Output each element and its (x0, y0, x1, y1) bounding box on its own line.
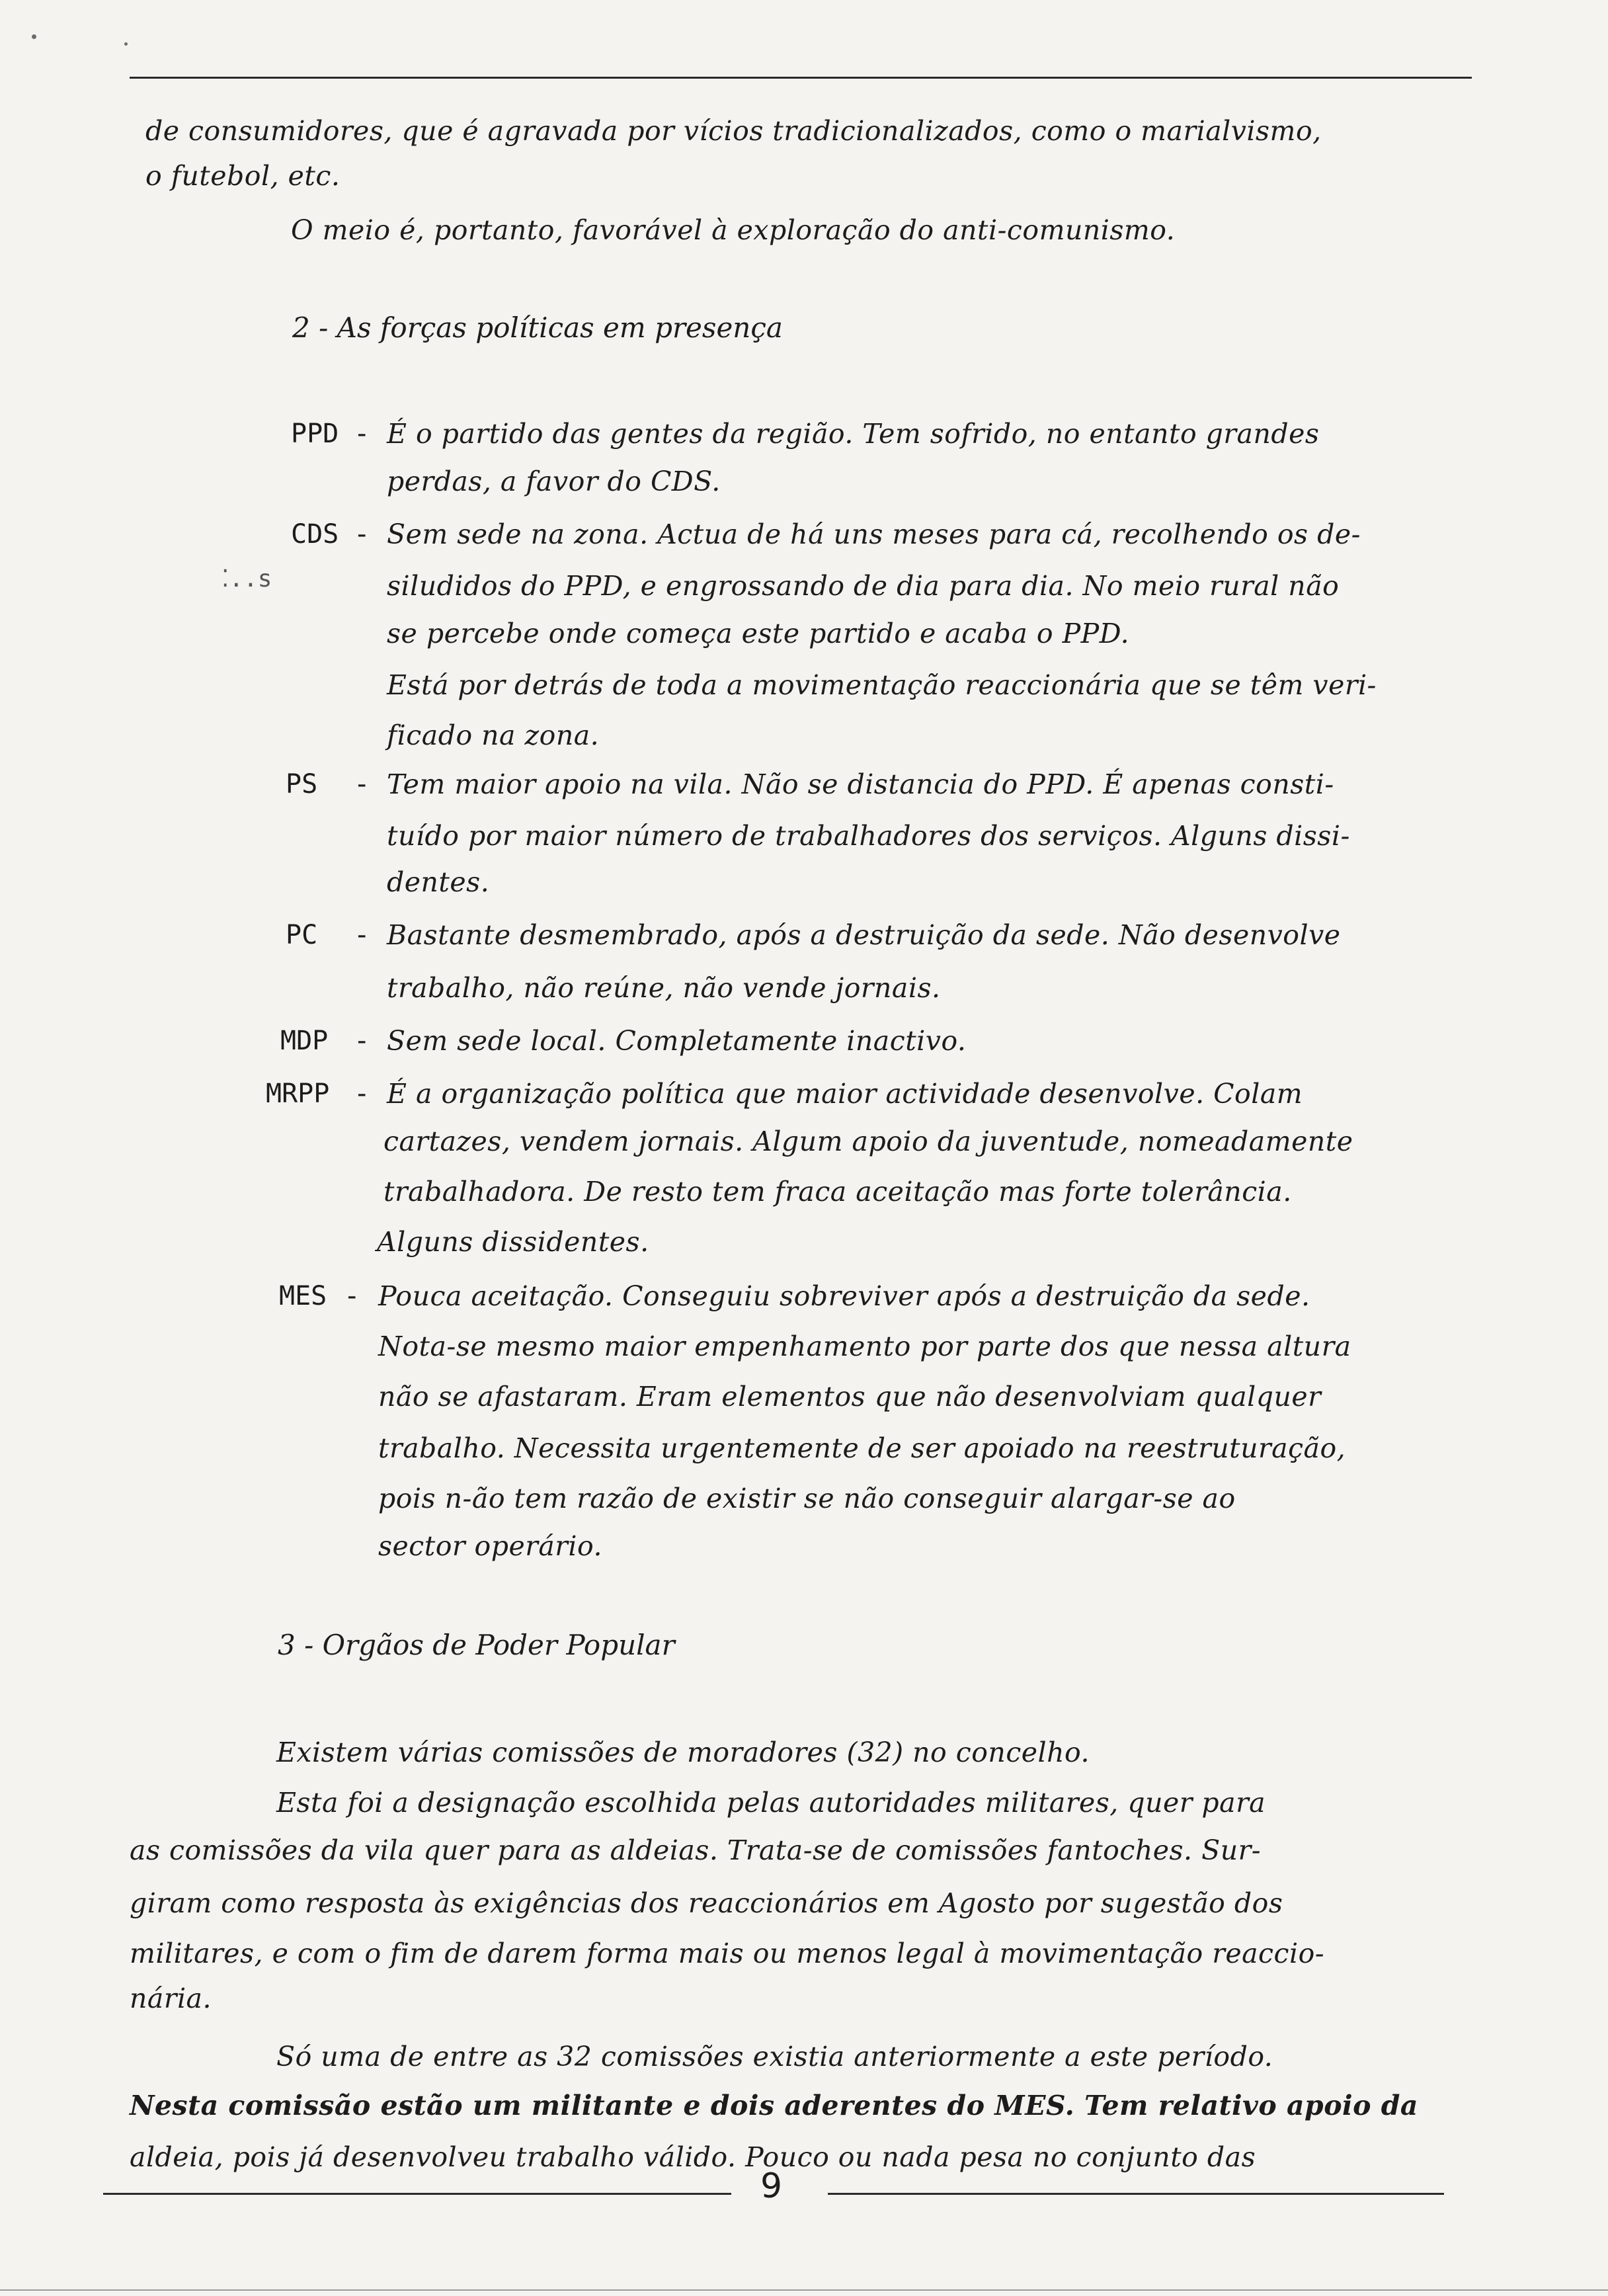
top-rule (130, 77, 1472, 79)
party-mes-line-6: sector operário. (378, 1530, 603, 1562)
party-label-pc: PC (286, 920, 318, 950)
intro-line-2: o futebol, etc. (145, 160, 341, 192)
section-3-paragraph-2-line-1: Esta foi a designação escolhida pelas autoridades militares, quer para (276, 1787, 1266, 1819)
party-dash: - (357, 419, 367, 449)
party-dash: - (357, 769, 367, 800)
section-3-paragraph-1-line-1: Existem várias comissões de moradores (32) no concelho. (276, 1737, 1090, 1768)
party-ps-line-1: Tem maior apoio na vila. Não se distancia do PPD. É apenas consti- (387, 768, 1334, 800)
party-mdp-line-1: Sem sede local. Completamente inactivo. (387, 1025, 967, 1057)
section-3-paragraph-2-line-4: militares, e com o fim de darem forma mais ou menos legal à movimentação reaccio- (130, 1938, 1325, 1969)
party-mrpp-line-4: Alguns dissidentes. (377, 1226, 649, 1258)
party-dash: - (357, 1026, 367, 1056)
party-label-ps: PS (286, 769, 318, 800)
scan-speck (32, 34, 36, 39)
party-label-ppd: PPD (291, 419, 339, 449)
party-pc-line-2: trabalho, não reúne, não vende jornais. (387, 972, 941, 1004)
page-number: 9 (760, 2166, 783, 2206)
party-cds-line-2: siludidos do PPD, e engrossando de dia para dia. No meio rural não (387, 570, 1340, 602)
party-cds-line-1: Sem sede na zona. Actua de há uns meses para cá, recolhendo os de- (387, 518, 1361, 550)
party-ps-line-3: dentes. (387, 866, 490, 898)
party-dash: - (357, 920, 367, 950)
party-pc-line-1: Bastante desmembrado, após a destruição da sede. Não desenvolve (387, 919, 1341, 951)
party-mes-line-3: não se afastaram. Eram elementos que não desenvolviam qualquer (378, 1381, 1322, 1413)
section-3-paragraph-2-line-2: as comissões da vila quer para as aldeias. Trata-se de comissões fantoches. Sur- (130, 1834, 1262, 1866)
party-dash: - (357, 1079, 367, 1109)
party-mes-line-5: pois n-ão tem razão de existir se não conseguir alargar-se ao (378, 1483, 1236, 1514)
scan-speck (124, 42, 128, 46)
party-label-cds: CDS (291, 519, 339, 550)
section-3-paragraph-2-line-3: giram como resposta às exigências dos reaccionários em Agosto por sugestão dos (130, 1887, 1283, 1919)
scan-bottom-edge (0, 2289, 1608, 2291)
party-label-mes: MES (279, 1281, 327, 1311)
party-mes-line-2: Nota-se mesmo maior empenhamento por parte dos que nessa altura (378, 1331, 1351, 1362)
footer-rule-right (828, 2193, 1444, 2195)
intro-line-3: O meio é, portanto, favorável à exploração do anti-comunismo. (291, 214, 1176, 246)
party-ps-line-2: tuído por maior número de trabalhadores dos serviços. Alguns dissi- (387, 820, 1350, 852)
margin-mark: ⁚..s (221, 565, 272, 593)
section-3-paragraph-3-line-1: Só uma de entre as 32 comissões existia anteriormente a este período. (276, 2041, 1273, 2072)
section-3-paragraph-3-line-3: aldeia, pois já desenvolveu trabalho válido. Pouco ou nada pesa no conjunto das (130, 2141, 1256, 2173)
party-dash: - (347, 1281, 357, 1311)
party-mrpp-line-2: cartazes, vendem jornais. Algum apoio da juventude, nomeadamente (383, 1126, 1353, 1157)
party-mrpp-line-1: É a organização política que maior actividade desenvolve. Colam (387, 1078, 1303, 1110)
section-2-heading: 2 - As forças políticas em presença (292, 311, 783, 344)
footer-rule-left (103, 2193, 731, 2195)
party-label-mrpp: MRPP (266, 1079, 330, 1109)
party-cds-line-4: Está por detrás de toda a movimentação reaccionária que se têm veri- (387, 669, 1377, 701)
party-cds-line-3: se percebe onde começa este partido e acaba o PPD. (387, 618, 1130, 649)
intro-line-1: de consumidores, que é agravada por vícios tradicionalizados, como o marialvismo, (145, 115, 1322, 147)
party-dash: - (357, 519, 367, 550)
party-ppd-line-2: perdas, a favor do CDS. (387, 466, 721, 497)
section-3-heading: 3 - Orgãos de Poder Popular (278, 1629, 675, 1661)
party-ppd-line-1: É o partido das gentes da região. Tem sofrido, no entanto grandes (387, 418, 1320, 450)
party-cds-line-5: ficado na zona. (387, 719, 600, 751)
section-3-paragraph-2-line-5: nária. (130, 1983, 212, 2014)
party-mrpp-line-3: trabalhadora. De resto tem fraca aceitação mas forte tolerância. (383, 1176, 1292, 1208)
party-label-mdp: MDP (280, 1026, 329, 1056)
section-3-paragraph-3-line-2: Nesta comissão estão um militante e dois aderentes do MES. Tem relativo apoio da (130, 2090, 1418, 2121)
party-mes-line-1: Pouca aceitação. Conseguiu sobreviver após a destruição da sede. (378, 1280, 1310, 1312)
party-mes-line-4: trabalho. Necessita urgentemente de ser apoiado na reestruturação, (378, 1432, 1346, 1464)
